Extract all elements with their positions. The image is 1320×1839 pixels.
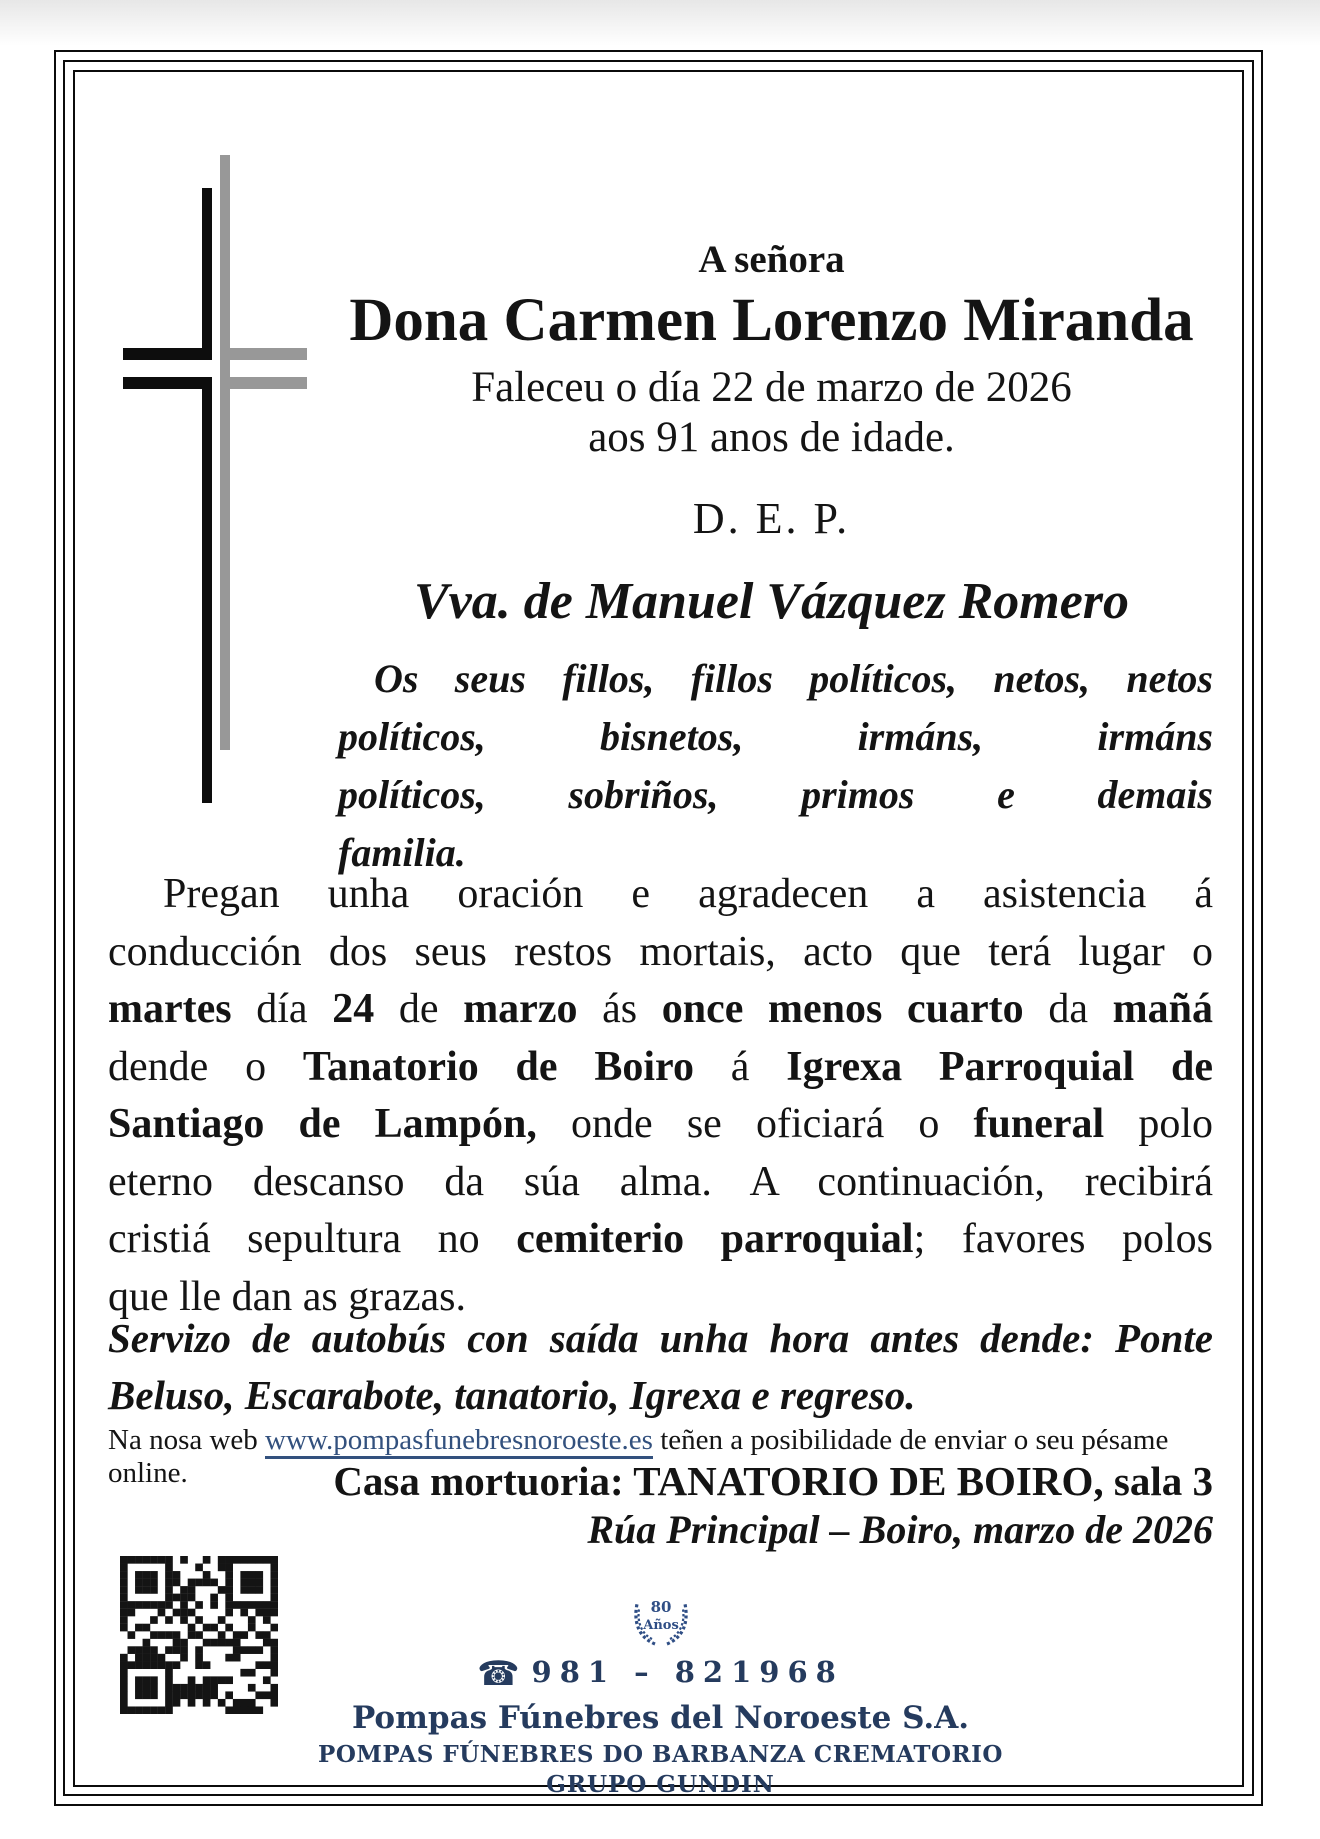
mortuary-line: Casa mortuoria: TANATORIO DE BOIRO, sala 3 [333,1458,1213,1504]
phone-number: 981 – 821968 [531,1655,844,1689]
svg-text:80: 80 [650,1598,671,1616]
funeral-details-paragraph [108,866,1213,1326]
death-date-line: Faleceu o día 22 de marzo de 2026 [471,364,1072,412]
80-years-wreath-icon [628,1588,694,1648]
funeral-home-footer [108,1588,1213,1798]
deceased-name: Dona Carmen Lorenzo Miranda [349,286,1194,354]
cross-icon [118,150,313,810]
death-age-line: aos 91 anos de idade. [588,414,955,462]
company-name-main: Pompas Fúnebres del Noroeste S.A. [351,1700,970,1736]
text-line: Santiago de Lampón, onde se oficiará o funeral polo [108,1101,1213,1147]
text-line: dende o Tanatorio de Boiro á Igrexa Parroquial de [108,1043,1213,1090]
header-block [330,238,1213,544]
place-date-line: Rúa Principal – Boiro, marzo de 2026 [587,1507,1213,1552]
text-line: Servizo de autobús con saída unha hora antes dende: Ponte [108,1315,1213,1361]
family-paragraph [338,650,1213,882]
bus-service-paragraph [108,1310,1213,1424]
web-line-prefix: Na nosa web [108,1424,266,1456]
company-group: GRUPO GUNDIN [546,1771,775,1798]
scan-top-shadow [0,0,1320,46]
widow-line: Vva. de Manuel Vázquez Romero [413,573,1130,630]
web-line-suffix: teñen a posibilidade de enviar o seu pésame online. [108,1424,1169,1489]
text-line: familia. [338,830,466,875]
telephone-icon: ☎ [477,1654,520,1694]
pre-title: A señora [698,238,845,281]
condolence-website-link[interactable]: www.pompasfunebresnoroeste.es [265,1424,653,1459]
text-line: Os seus fillos, fillos políticos, netos, netos [374,656,1213,701]
text-line: que lle dan as grazas. [108,1273,467,1320]
text-line: políticos, sobriños, primos e demais [338,772,1213,817]
svg-text:Años: Años [642,1618,679,1633]
text-line: martes día 24 de marzo ás once menos cuarto da mañá [108,986,1213,1032]
text-line: conducción dos seus restos mortais, acto que terá lugar o [108,928,1213,975]
phone-row [108,1654,1213,1694]
text-line: Pregan unha oración e agradecen a asistencia á [163,871,1213,917]
text-line: Beluso, Escarabote, tanatorio, Igrexa e regreso. [108,1372,916,1418]
text-line: políticos, bisnetos, irmáns, irmáns [338,714,1213,759]
company-name-secondary: POMPAS FÚNEBRES DO BARBANZA CREMATORIO [318,1741,1003,1768]
text-line: cristiá sepultura no cemiterio parroquial; favores polos [108,1216,1213,1262]
rip-abbreviation: D. E. P. [692,493,851,543]
text-line: eterno descanso da súa alma. A continuación, recibirá [108,1158,1213,1205]
